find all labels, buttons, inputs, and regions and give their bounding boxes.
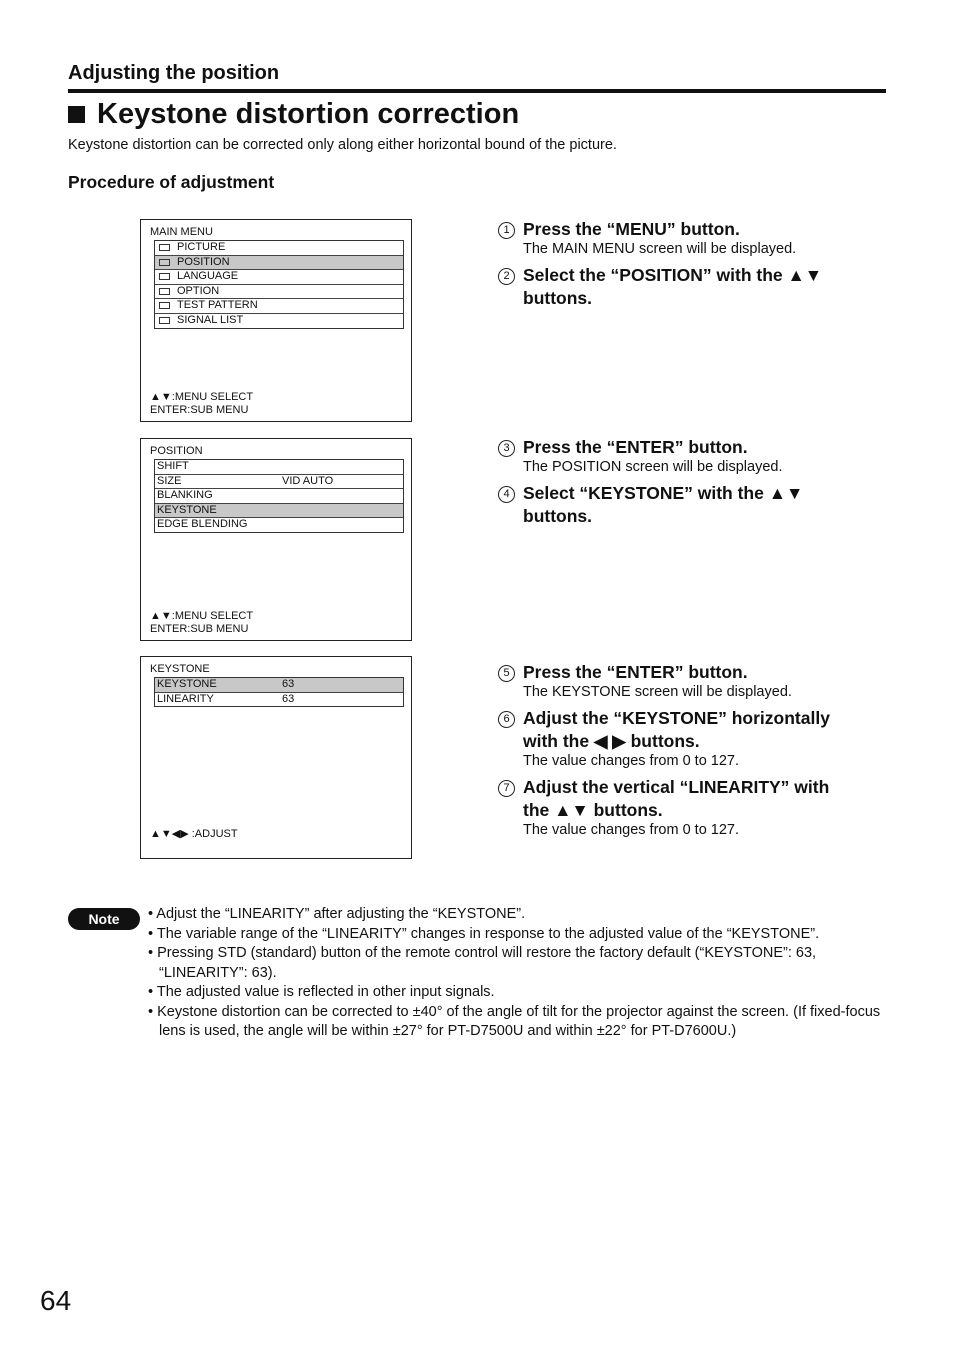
page-title (68, 98, 519, 131)
step-1-sub: The MAIN MENU screen will be displayed. (523, 241, 797, 257)
menu-item-picture[interactable] (155, 241, 403, 256)
step-7: 7 Adjust the vertical “LINEARITY” with the ▲▼ buttons. (498, 776, 829, 822)
page-title-text: Keystone distortion correction (97, 98, 520, 130)
main-menu-screen (140, 219, 412, 422)
menu-item-label: LANGUAGE (177, 270, 239, 283)
menu-item-label: BLANKING (157, 489, 213, 502)
picture-icon (159, 244, 170, 251)
step-5-sub: The KEYSTONE screen will be displayed. (523, 684, 792, 700)
menu-item-size[interactable] (155, 475, 403, 490)
main-menu-title: MAIN MENU (150, 226, 213, 238)
menu-item-label: TEST PATTERN (177, 299, 258, 312)
note-item: • The adjusted value is reflected in other input signals. (148, 984, 495, 1000)
size-value: VID AUTO (282, 474, 334, 487)
position-screen (140, 438, 412, 641)
main-menu-list (154, 240, 404, 329)
test-pattern-icon (159, 302, 170, 309)
step-5: 5 Press the “ENTER” button. (498, 661, 748, 684)
menu-item-label: SIGNAL LIST (177, 313, 244, 326)
menu-item-edge-blending[interactable] (155, 518, 403, 532)
language-icon (159, 273, 170, 280)
section-rule (68, 89, 886, 93)
menu-item-test-pattern[interactable] (155, 299, 403, 314)
step-6-sub: The value changes from 0 to 127. (523, 753, 740, 769)
step-4: 4 Select “KEYSTONE” with the ▲▼ buttons. (498, 482, 803, 528)
note-badge: Note (68, 908, 140, 930)
menu-item-label: SIZE (157, 474, 182, 487)
square-bullet-icon (68, 106, 85, 123)
menu-item-keystone-value[interactable] (155, 678, 403, 693)
position-menu-list (154, 459, 404, 533)
linearity-value: 63 (282, 692, 295, 705)
sub-menu-hint: ENTER:SUB MENU (150, 404, 249, 416)
adjust-hint: ▲▼◀▶ :ADJUST (150, 828, 238, 840)
menu-item-signal-list[interactable] (155, 314, 403, 328)
sub-menu-hint: ENTER:SUB MENU (150, 623, 249, 635)
step-7-sub: The value changes from 0 to 127. (523, 822, 740, 838)
menu-item-language[interactable] (155, 270, 403, 285)
menu-select-hint: ▲▼:MENU SELECT (150, 391, 254, 403)
position-icon (159, 259, 170, 266)
menu-item-shift[interactable] (155, 460, 403, 475)
keystone-screen (140, 656, 412, 859)
menu-item-label: PICTURE (177, 241, 226, 253)
menu-item-label: OPTION (177, 284, 220, 297)
menu-item-blanking[interactable] (155, 489, 403, 504)
option-icon (159, 288, 170, 295)
step-2: 2 Select the “POSITION” with the ▲▼ buttons. (498, 264, 822, 310)
section-title: Adjusting the position (68, 62, 280, 84)
step-1: 1 Press the “MENU” button. (498, 218, 740, 241)
position-title: POSITION (150, 445, 203, 457)
menu-item-linearity[interactable] (155, 693, 403, 707)
keystone-title: KEYSTONE (150, 663, 210, 675)
note-item: • Adjust the “LINEARITY” after adjusting the “KEYSTONE”. (148, 906, 526, 922)
procedure-heading: Procedure of adjustment (68, 172, 275, 192)
intro-text: Keystone distortion can be corrected only along either horizontal bound of the picture. (68, 137, 617, 153)
menu-item-label: SHIFT (157, 460, 189, 472)
note-item: • Keystone distortion can be corrected to ±40° of the angle of tilt for the projector against the screen. (If fixed-focus lens is used, the angle will be within ±27° for PT-D7500U and within ±22° for PT-D7600U.) (148, 1003, 881, 1039)
keystone-value: 63 (282, 678, 295, 690)
menu-select-hint: ▲▼:MENU SELECT (150, 610, 254, 622)
step-3-sub: The POSITION screen will be displayed. (523, 459, 783, 475)
step-6: 6 Adjust the “KEYSTONE” horizontally with the ◀ ▶ buttons. (498, 707, 830, 753)
menu-item-label: KEYSTONE (157, 678, 217, 690)
menu-item-label: EDGE BLENDING (157, 518, 248, 531)
menu-item-position[interactable] (155, 256, 403, 271)
page-number: 64 (40, 1285, 72, 1316)
signal-list-icon (159, 317, 170, 324)
note-list (148, 905, 893, 1042)
keystone-menu-list (154, 677, 404, 707)
menu-item-keystone[interactable] (155, 504, 403, 519)
menu-item-label: KEYSTONE (157, 503, 217, 516)
step-3: 3 Press the “ENTER” button. (498, 436, 748, 459)
note-item: • Pressing STD (standard) button of the remote control will restore the factory default (“KEYSTONE”: 63, “LINEARITY”: 63). (148, 945, 817, 981)
menu-item-label: LINEARITY (157, 692, 214, 705)
menu-item-option[interactable] (155, 285, 403, 300)
menu-item-label: POSITION (177, 255, 230, 268)
note-item: • The variable range of the “LINEARITY” changes in response to the adjusted value of the “KEYSTONE”. (148, 925, 820, 942)
